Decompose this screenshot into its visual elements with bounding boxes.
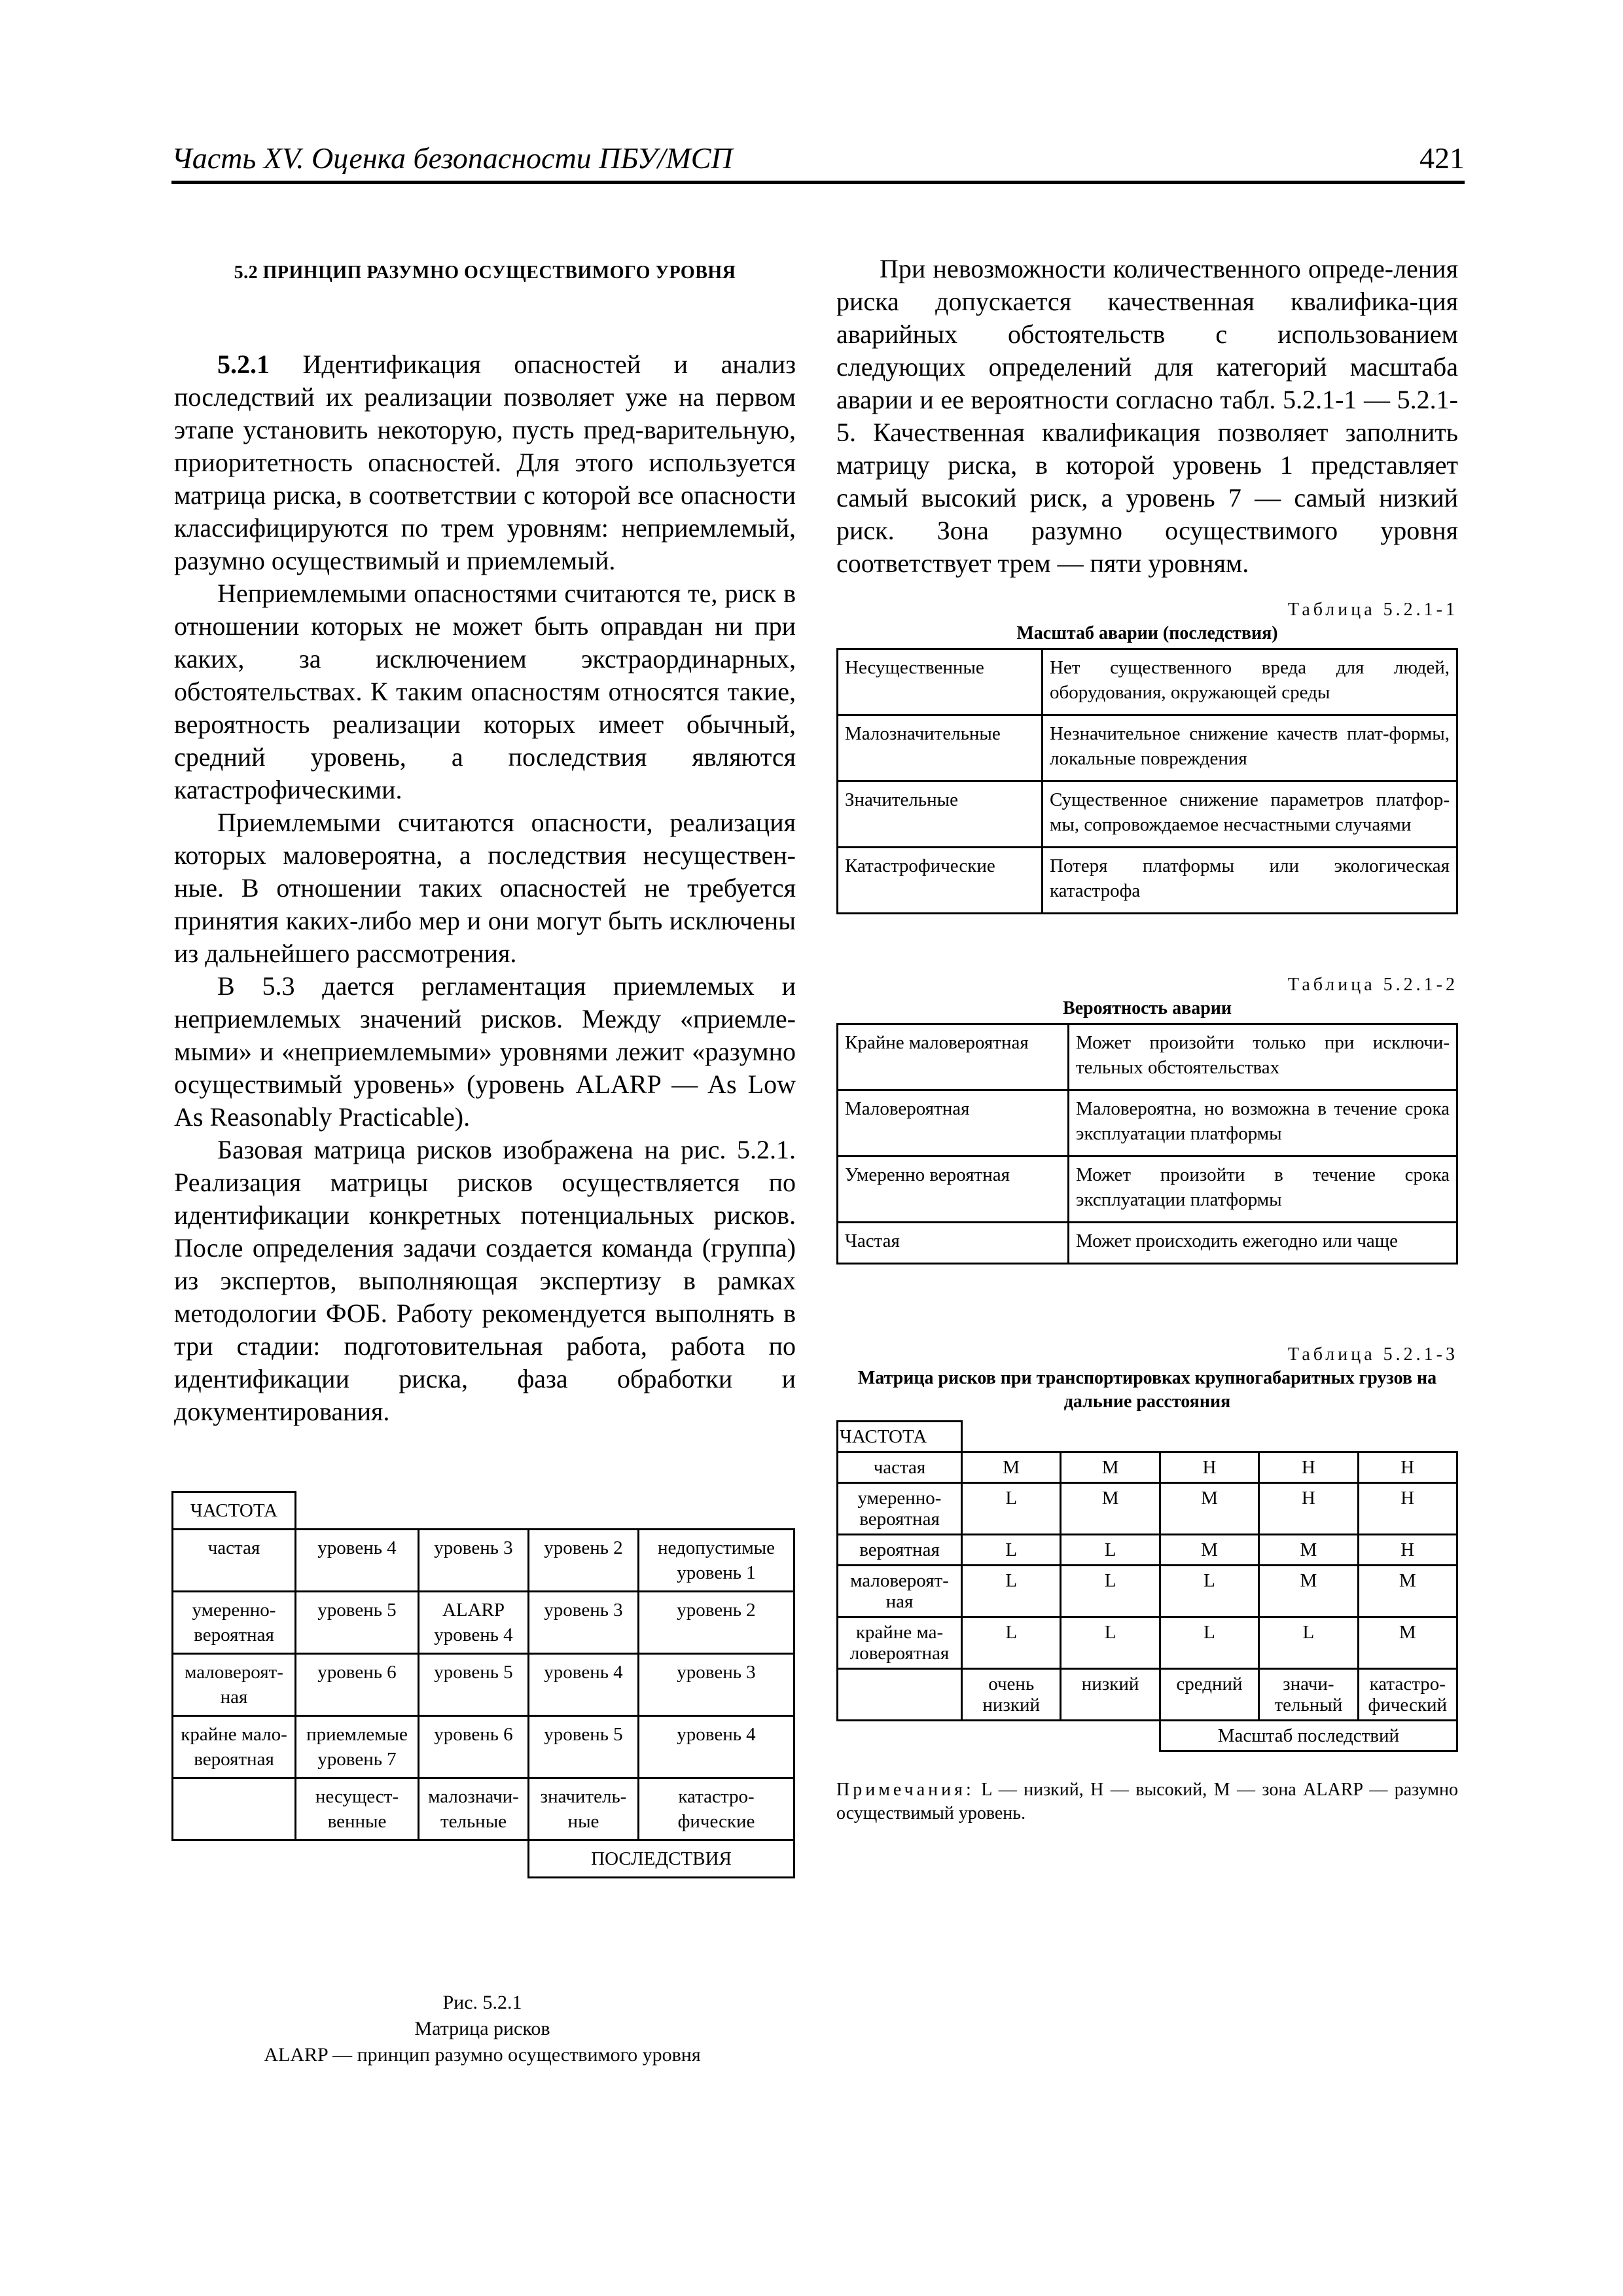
matrix-cell: M bbox=[1259, 1566, 1358, 1617]
matrix-cell: уровень 5 bbox=[296, 1592, 419, 1654]
matrix-cell: H bbox=[1358, 1452, 1457, 1483]
table3-caption: Таблица 5.2.1-3 bbox=[1287, 1344, 1458, 1365]
column-label: малозначи-тельные bbox=[419, 1778, 529, 1840]
matrix-cell: уровень 5 bbox=[419, 1654, 529, 1716]
table-row bbox=[173, 1492, 794, 1530]
note-text: L — низкий, H — высокий, M — зона ALARP — разумно осуществимый уровень. bbox=[836, 1780, 1458, 1823]
paragraph-3: Приемлемыми считаются опасности, реализация которых маловероятна, а последствия несуществен-ные. В отношении таких опасностей не требуется принятия каких-либо мер и они могут быть исключены из дальнейшего рассмотрения. bbox=[174, 808, 796, 968]
table3-risk-matrix bbox=[836, 1420, 1458, 1752]
table-row bbox=[173, 1778, 794, 1840]
frequency-header: ЧАСТОТА bbox=[838, 1422, 962, 1452]
table-cell: Малозначительные bbox=[838, 715, 1043, 781]
matrix-cell: L bbox=[1160, 1617, 1258, 1669]
table-row bbox=[173, 1530, 794, 1592]
matrix-cell: L bbox=[1061, 1535, 1160, 1566]
figure-subtitle: ALARP — принцип разумно осуществимого уровня bbox=[264, 2044, 701, 2066]
table-row bbox=[838, 1669, 1457, 1721]
matrix-cell: L bbox=[962, 1483, 1061, 1535]
matrix-cell: L bbox=[1259, 1617, 1358, 1669]
matrix-cell: L bbox=[962, 1566, 1061, 1617]
row-label: маловероят-ная bbox=[173, 1654, 296, 1716]
matrix-cell: H bbox=[1259, 1452, 1358, 1483]
matrix-cell: уровень 6 bbox=[296, 1654, 419, 1716]
table-row bbox=[838, 1157, 1457, 1223]
table-note bbox=[836, 1778, 1458, 1825]
matrix-cell: ALARP уровень 4 bbox=[419, 1592, 529, 1654]
paragraph-1-text: Идентификация опасностей и анализ последствий их реализации позволяет уже на первом этапе установить некоторую, пусть пред-варительную, приоритетность опасностей. Для этого используется матрица риска, в соответствии с которой все опасности классифицируются по трем уровням: неприемлемый, разумно осуществимый и приемлемый. bbox=[174, 350, 796, 575]
row-label: вероятная bbox=[838, 1535, 962, 1566]
column-label: значи-тельный bbox=[1259, 1669, 1358, 1721]
table-cell: Умеренно вероятная bbox=[838, 1157, 1069, 1223]
corner-cell bbox=[173, 1778, 296, 1840]
table-row bbox=[173, 1840, 794, 1878]
table-cell: Нет существенного вреда для людей, оборудования, окружающей среды bbox=[1043, 649, 1457, 715]
clause-number: 5.2.1 bbox=[217, 350, 270, 379]
matrix-cell: H bbox=[1358, 1483, 1457, 1535]
matrix-cell: уровень 3 bbox=[419, 1530, 529, 1592]
paragraph-2: Неприемлемыми опасностями считаются те, риск в отношении которых не может быть оправдан ни при каких, за исключением экстраординарных, обстоятельствах. К таким опасностям относятся такие, вероятность реализации которых имеет обычный, средний уровень, а последствия являются катастрофическими. bbox=[174, 579, 796, 804]
matrix-cell: L bbox=[1160, 1566, 1258, 1617]
table1-title: Масштаб аварии (последствия) bbox=[1016, 623, 1278, 643]
table-cell: Значительные bbox=[838, 781, 1043, 848]
row-label: крайне ма-ловероятная bbox=[838, 1617, 962, 1669]
matrix-cell: уровень 4 bbox=[296, 1530, 419, 1592]
table2-caption: Таблица 5.2.1-2 bbox=[1287, 975, 1458, 995]
figure-number: Рис. 5.2.1 bbox=[442, 1992, 522, 2013]
matrix-cell: H bbox=[1160, 1452, 1258, 1483]
table1-severity bbox=[836, 648, 1458, 914]
table-row bbox=[838, 715, 1457, 781]
matrix-cell: уровень 6 bbox=[419, 1716, 529, 1778]
matrix-cell: L bbox=[962, 1535, 1061, 1566]
matrix-cell: L bbox=[1061, 1566, 1160, 1617]
column-label: значитель-ные bbox=[529, 1778, 639, 1840]
paragraph-1 bbox=[174, 348, 796, 577]
note-label: Примечания: bbox=[836, 1780, 974, 1800]
row-label: крайне мало-вероятная bbox=[173, 1716, 296, 1778]
table-row bbox=[838, 781, 1457, 848]
table-row bbox=[173, 1716, 794, 1778]
corner-cell bbox=[838, 1669, 962, 1721]
column-label: низкий bbox=[1061, 1669, 1160, 1721]
table-cell: Существенное снижение параметров платфор-мы, сопровождаемое несчастными случаями bbox=[1043, 781, 1457, 848]
table-cell: Незначительное снижение качеств плат-формы, локальные повреждения bbox=[1043, 715, 1457, 781]
matrix-cell: уровень 3 bbox=[529, 1592, 639, 1654]
matrix-cell: M bbox=[962, 1452, 1061, 1483]
matrix-cell: L bbox=[1061, 1617, 1160, 1669]
right-column bbox=[836, 253, 1458, 1825]
table-cell: Маловероятна, но возможна в течение срока эксплуатации платформы bbox=[1069, 1090, 1457, 1157]
table1-caption: Таблица 5.2.1-1 bbox=[1287, 600, 1458, 620]
matrix-cell: недопустимые уровень 1 bbox=[639, 1530, 794, 1592]
matrix-cell: M bbox=[1358, 1617, 1457, 1669]
matrix-cell: M bbox=[1160, 1535, 1258, 1566]
matrix-cell: уровень 3 bbox=[639, 1654, 794, 1716]
table-cell: Может произойти в течение срока эксплуатации платформы bbox=[1069, 1157, 1457, 1223]
table-row bbox=[838, 1721, 1457, 1751]
table-row bbox=[838, 1617, 1457, 1669]
figure-caption bbox=[171, 1990, 793, 2068]
paragraph-4: В 5.3 дается регламентация приемлемых и неприемлемых значений рисков. Между «приемле-мыми» и «неприемлемыми» уровнями лежит «разумно осуществимый уровень» (уровень ALARP — As Low As Reasonably Practicable). bbox=[174, 971, 796, 1132]
table3-title: Матрица рисков при транспортировках крупногабаритных грузов на дальние расстояния bbox=[857, 1368, 1437, 1412]
row-label: умеренно-вероятная bbox=[173, 1592, 296, 1654]
table-cell: Катастрофические bbox=[838, 848, 1043, 914]
figure-matrix-table bbox=[171, 1491, 795, 1878]
matrix-cell: уровень 5 bbox=[529, 1716, 639, 1778]
paragraph-5: Базовая матрица рисков изображена на рис. 5.2.1. Реализация матрицы рисков осуществляется по идентификации конкретных потенциальных рисков. После определения задачи создается команда (группа) из экспертов, выполняющая экспертизу в рамках методологии ФОБ. Работу рекомендуется выполнять в три стадии: подготовительная работа, работа по идентификации риска, фаза обработки и документирования. bbox=[174, 1135, 796, 1426]
table-row bbox=[838, 1422, 1457, 1452]
matrix-cell: уровень 2 bbox=[529, 1530, 639, 1592]
table-cell: Может произойти только при исключи-тельных обстоятельствах bbox=[1069, 1024, 1457, 1090]
matrix-cell: приемлемые уровень 7 bbox=[296, 1716, 419, 1778]
section-title: 5.2 ПРИНЦИП РАЗУМНО ОСУЩЕСТВИМОГО УРОВНЯ bbox=[234, 262, 736, 283]
table-row bbox=[838, 1452, 1457, 1483]
table-row bbox=[838, 1090, 1457, 1157]
table-row bbox=[838, 1566, 1457, 1617]
row-label: частая bbox=[173, 1530, 296, 1592]
running-title: Часть XV. Оценка безопасности ПБУ/МСП bbox=[171, 141, 733, 175]
table-cell: Крайне маловероятная bbox=[838, 1024, 1069, 1090]
column-label: несущест-венные bbox=[296, 1778, 419, 1840]
table-cell: Маловероятная bbox=[838, 1090, 1069, 1157]
matrix-cell: M bbox=[1061, 1452, 1160, 1483]
table2-title: Вероятность аварии bbox=[1062, 998, 1232, 1018]
table-row bbox=[838, 1483, 1457, 1535]
matrix-cell: H bbox=[1259, 1483, 1358, 1535]
row-label: частая bbox=[838, 1452, 962, 1483]
left-column bbox=[174, 253, 796, 1428]
page-number: 421 bbox=[1419, 141, 1465, 175]
scale-label: Масштаб последствий bbox=[1160, 1721, 1457, 1751]
running-header bbox=[171, 140, 1465, 184]
table-cell: Несущественные bbox=[838, 649, 1043, 715]
matrix-cell: M bbox=[1259, 1535, 1358, 1566]
table2-probability bbox=[836, 1023, 1458, 1265]
row-label: маловероят-ная bbox=[838, 1566, 962, 1617]
matrix-cell: L bbox=[962, 1617, 1061, 1669]
column-label: очень низкий bbox=[962, 1669, 1061, 1721]
matrix-cell: M bbox=[1160, 1483, 1258, 1535]
table-cell: Потеря платформы или экологическая катастрофа bbox=[1043, 848, 1457, 914]
table-row bbox=[838, 1024, 1457, 1090]
matrix-cell: M bbox=[1061, 1483, 1160, 1535]
consequences-label: ПОСЛЕДСТВИЯ bbox=[529, 1840, 794, 1878]
column-label: средний bbox=[1160, 1669, 1258, 1721]
table-row bbox=[838, 848, 1457, 914]
paragraph-6: При невозможности количественного опреде-ления риска допускается качественная квалифика-ция аварийных обстоятельств с использованием следующих определений для категорий масштаба аварии и ее вероятности согласно табл. 5.2.1-1 — 5.2.1-5. Качественная квалификация позволяет заполнить матрицу риска, в которой уровень 1 представляет самый высокий риск, а уровень 7 — самый низкий риск. Зона разумно осуществимого уровня соответствует трем — пяти уровням. bbox=[836, 254, 1458, 578]
matrix-cell: уровень 2 bbox=[639, 1592, 794, 1654]
column-label: катастро-фические bbox=[639, 1778, 794, 1840]
matrix-cell: уровень 4 bbox=[529, 1654, 639, 1716]
frequency-header: ЧАСТОТА bbox=[173, 1492, 296, 1530]
table-row bbox=[838, 649, 1457, 715]
table-row bbox=[173, 1592, 794, 1654]
figure-title: Матрица рисков bbox=[414, 2018, 550, 2039]
table-row bbox=[838, 1223, 1457, 1264]
table-row bbox=[838, 1535, 1457, 1566]
matrix-cell: M bbox=[1358, 1566, 1457, 1617]
matrix-cell: уровень 4 bbox=[639, 1716, 794, 1778]
matrix-cell: H bbox=[1358, 1535, 1457, 1566]
table-cell: Может происходить ежегодно или чаще bbox=[1069, 1223, 1457, 1264]
table-row bbox=[173, 1654, 794, 1716]
figure-risk-matrix bbox=[171, 1491, 793, 1878]
column-label: катастро-фический bbox=[1358, 1669, 1457, 1721]
row-label: умеренно-вероятная bbox=[838, 1483, 962, 1535]
table-cell: Частая bbox=[838, 1223, 1069, 1264]
